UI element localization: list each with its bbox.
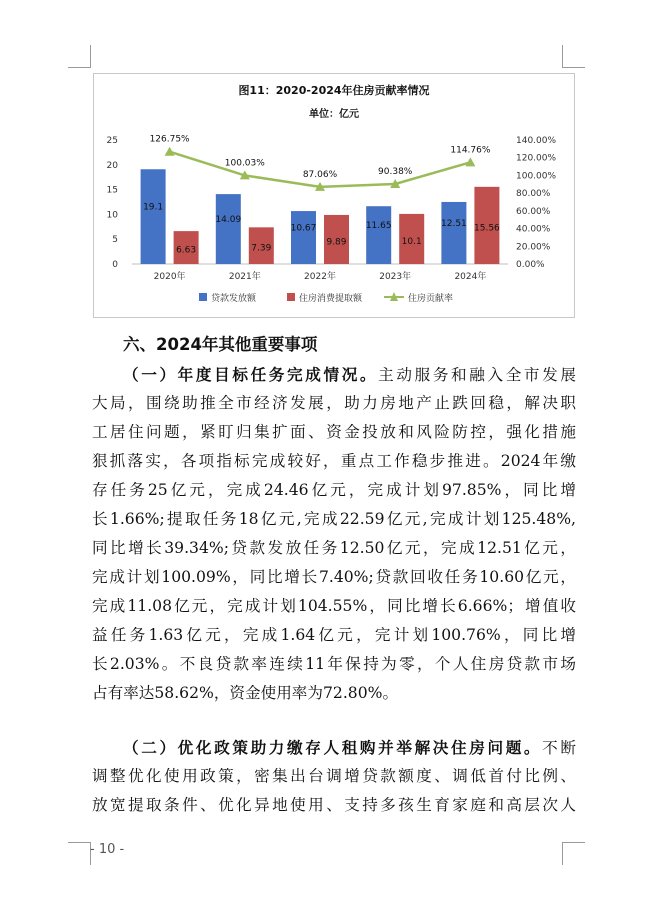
bar-loan (291, 211, 316, 264)
legend-label: 住房消费提取额 (299, 294, 363, 304)
legend-swatch (199, 293, 207, 301)
legend-label: 贷款发放额 (211, 294, 257, 304)
paragraph-2-line-3: 放宽提取条件、优化异地使用、支持多孩生育家庭和高层次人 (92, 796, 576, 814)
bar-loan (441, 202, 466, 264)
y2-tick-label: 100.00% (516, 171, 557, 182)
paragraph-1-line-11: 长2.03%。不良贷款率连续11年保持为零，个人住房贷款市场 (92, 655, 576, 673)
bar-data-label: 14.09 (215, 215, 242, 226)
line-point-marker (165, 147, 175, 156)
paragraph-1-line-5: 存任务25亿元，完成24.46亿元，完成计划97.85%，同比增 (92, 481, 576, 499)
bar-loan (216, 194, 241, 264)
paragraph-1-line-1: （一）年度目标任务完成情况。主动服务和融入全市发展 (123, 365, 576, 384)
bar-data-label: 10.67 (290, 223, 317, 234)
x-tick-label: 2020年 (153, 272, 186, 282)
y-tick-label: 25 (106, 136, 118, 146)
legend-swatch (287, 293, 295, 301)
crop-mark-top-left (68, 45, 91, 68)
line-point-marker (465, 157, 475, 166)
line-data-label: 114.76% (450, 145, 491, 156)
bar-data-label: 11.65 (365, 221, 392, 232)
chart-title: 图11：2020-2024年住房贡献率情况 (238, 84, 430, 97)
section-heading: 六、2024年其他重要事项 (123, 335, 318, 354)
bar-loan (141, 169, 166, 264)
bar-data-label: 10.1 (401, 236, 422, 247)
chart-figure (93, 73, 575, 318)
paragraph-2-lead: （二）优化政策助力缴存人租购并举解决住房问题。 (123, 738, 543, 757)
paragraph-1-line-4: 狠抓落实，各项指标完成较好，重点工作稳步推进。2024年缴 (92, 452, 576, 470)
y2-tick-label: 40.00% (516, 224, 551, 235)
bar-loan (366, 206, 391, 264)
y2-tick-label: 120.00% (516, 153, 557, 164)
crop-mark-top-right (562, 45, 585, 68)
bar-data-label: 19.1 (143, 202, 164, 213)
x-tick-label: 2024年 (454, 272, 487, 282)
bar-data-label: 15.56 (474, 223, 500, 234)
y2-tick-label: 0.00% (516, 260, 545, 270)
y2-tick-label: 140.00% (516, 136, 557, 146)
paragraph-1-line-10: 益任务1.63亿元，完成1.64亿元，完计划100.76%，同比增 (92, 626, 576, 644)
y2-tick-label: 60.00% (516, 206, 551, 217)
paragraph-1-line-6: 长1.66%;提取任务18亿元,完成22.59亿元,完成计划125.48%, (92, 510, 576, 528)
paragraph-1-line-9: 完成11.08亿元，完成计划104.55%，同比增长6.66%；增值收 (92, 597, 576, 615)
line-data-label: 100.03% (224, 158, 265, 169)
legend-label: 住房贡献率 (408, 294, 454, 304)
y2-tick-label: 80.00% (516, 189, 551, 200)
y-tick-label: 10 (106, 210, 118, 221)
y-tick-label: 20 (106, 160, 118, 171)
chart-svg (94, 74, 574, 317)
x-tick-label: 2022年 (304, 272, 336, 282)
x-tick-label: 2021年 (228, 272, 261, 282)
line-data-label: 126.75% (149, 134, 190, 145)
y-tick-label: 15 (106, 185, 118, 196)
paragraph-1-lead: （一）年度目标任务完成情况。 (123, 365, 379, 384)
crop-mark-bottom-left (68, 842, 91, 865)
line-data-label: 90.38% (378, 166, 413, 177)
paragraph-2-line-1: （二）优化政策助力缴存人租购并举解决住房问题。不断 (123, 738, 576, 757)
line-data-label: 87.06% (302, 169, 338, 180)
y-tick-label: 0 (112, 260, 118, 270)
x-tick-label: 2023年 (379, 272, 412, 282)
chart-subtitle: 单位：亿元 (309, 109, 359, 120)
crop-mark-bottom-right (562, 842, 585, 865)
y2-tick-label: 20.00% (516, 242, 551, 253)
paragraph-1-line-7: 同比增长39.34%;贷款发放任务12.50亿元，完成12.51亿元， (92, 539, 576, 557)
paragraph-1-line-8: 完成计划100.09%，同比增长7.40%;贷款回收任务10.60亿元， (92, 568, 576, 586)
page-number: - 10 - (90, 842, 125, 857)
bar-data-label: 6.63 (176, 245, 197, 256)
paragraph-1-line-12: 占有率达58.62%，资金使用率为72.80%。 (92, 684, 399, 702)
paragraph-1-line-2: 大局，围绕助推全市经济发展，助力房地产止跌回稳，解决职 (92, 394, 576, 412)
paragraph-1-line-3: 工居住问题，紧盯归集扩面、资金投放和风险防控，强化措施 (92, 423, 576, 441)
bar-data-label: 9.89 (326, 237, 347, 248)
y-tick-label: 5 (112, 235, 118, 246)
bar-data-label: 12.51 (441, 218, 467, 229)
bar-data-label: 7.39 (251, 243, 272, 254)
paragraph-2-line-2: 调整优化使用政策，密集出台调增贷款额度、调低首付比例、 (92, 767, 576, 785)
